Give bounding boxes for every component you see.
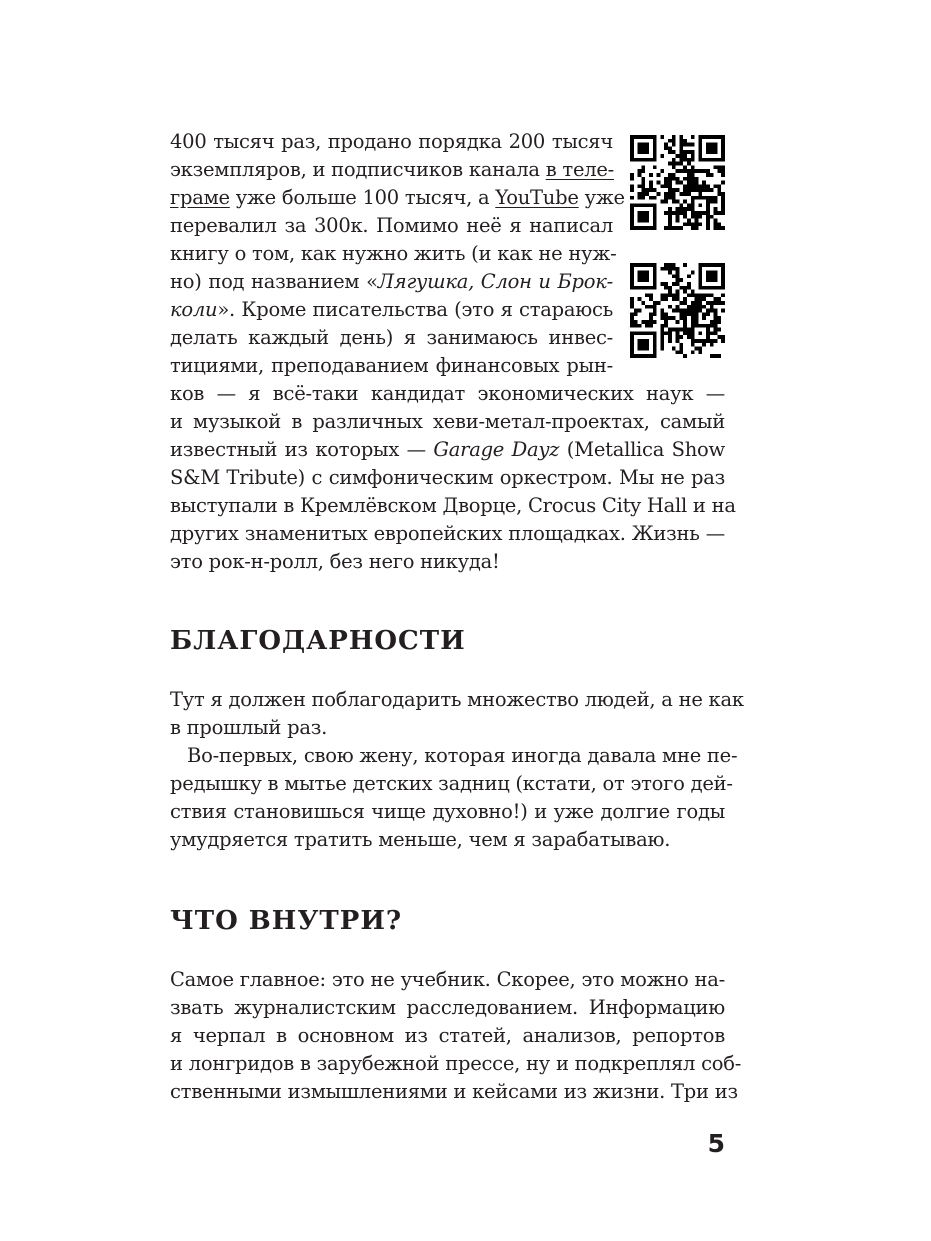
section-heading-inside: ЧТО ВНУТРИ? (170, 906, 403, 936)
text-line: в прошлый раз. (170, 716, 328, 739)
text-line: это рок-н-ролл, без него никуда! (170, 550, 500, 573)
section-heading-thanks: БЛАГОДАРНОСТИ (170, 626, 466, 656)
text-line: 400 тысяч раз, продано порядка 200 тысяч (170, 130, 613, 153)
text-line: звать журналистским расследованием. Информацию (170, 996, 725, 1019)
telegram-link-cont[interactable]: граме (170, 186, 230, 209)
book-title-cont: коли (170, 298, 218, 321)
youtube-link[interactable]: YouTube (495, 186, 579, 209)
youtube-qr-code-icon[interactable] (630, 263, 725, 358)
text-line (170, 156, 613, 184)
text-span: (Metallica Show (559, 438, 725, 461)
text-line: Во-первых, свою жену, которая иногда давала мне пе- (187, 744, 738, 767)
text-line (170, 184, 625, 212)
thanks-paragraph (170, 686, 744, 854)
text-line: умудряется тратить меньше, чем я зарабатываю. (170, 828, 671, 851)
text-line: выступали в Кремлёвском Дворце, Crocus City Hall и на (170, 494, 736, 517)
text-span: но) под названием « (170, 270, 378, 293)
text-span: экземпляров, и подписчиков канала (170, 158, 546, 181)
band-name: Garage Dayz (433, 438, 560, 461)
text-line (170, 436, 725, 464)
text-line (170, 268, 613, 296)
text-line (170, 296, 613, 324)
text-line: делать каждый день) я занимаюсь инвес- (170, 326, 613, 349)
text-line: ствия становишься чище духовно!) и уже долгие годы (170, 800, 725, 823)
inside-paragraph (170, 966, 742, 1106)
text-span: известный из которых — (170, 438, 434, 461)
text-line: книгу о том, как нужно жить (и как не нуж- (170, 242, 617, 265)
text-line: перевалил за 300к. Помимо неё я написал (170, 214, 613, 237)
text-line: и музыкой в различных хеви-метал-проектах, самый (170, 410, 725, 433)
book-title: Лягушка, Слон и Брок- (377, 270, 613, 293)
text-span: уже (578, 186, 625, 209)
text-line: редышку в мытье детских задниц (кстати, от этого дей- (170, 772, 733, 795)
telegram-link[interactable]: в теле- (545, 158, 615, 181)
text-line: Самое главное: это не учебник. Скорее, это можно на- (170, 968, 725, 991)
text-line: S&M Tribute) с симфоническим оркестром. Мы не раз (170, 466, 725, 489)
text-line: тициями, преподаванием финансовых рын- (170, 354, 613, 377)
text-line: ственными измышлениями и кейсами из жизни. Три из (170, 1080, 738, 1103)
text-span: ». Кроме писательства (это я стараюсь (217, 298, 613, 321)
text-line: Тут я должен поблагодарить множество людей, а не как (170, 688, 744, 711)
text-line: я черпал в основном из статей, анализов, репортов (170, 1024, 725, 1047)
text-line: и лонгридов в зарубежной прессе, ну и подкреплял соб- (170, 1052, 742, 1075)
page-number: 5 (707, 1129, 725, 1158)
text-line: ков — я всё-таки кандидат экономических наук — (170, 382, 725, 405)
telegram-qr-code-icon[interactable] (630, 135, 725, 230)
text-span: уже больше 100 тысяч, а (229, 186, 496, 209)
text-line: других знаменитых европейских площадках. Жизнь — (170, 522, 725, 545)
